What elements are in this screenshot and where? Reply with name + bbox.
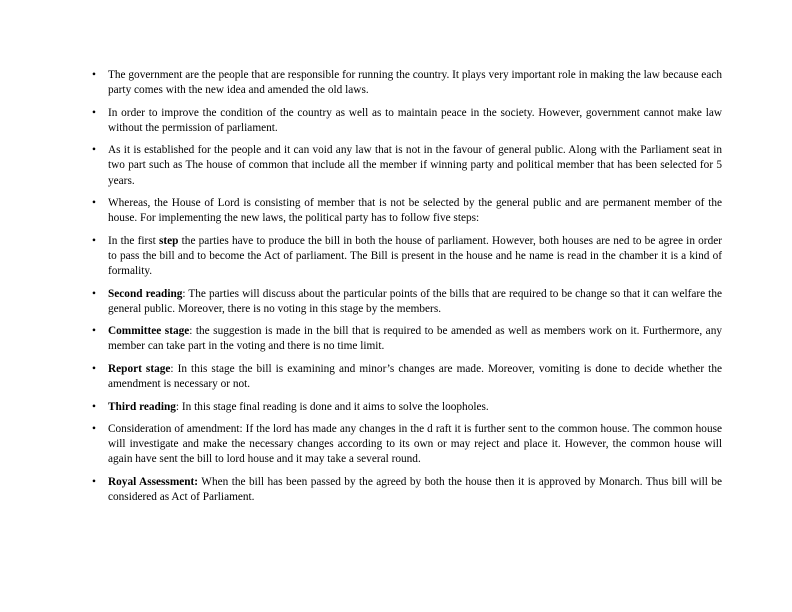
paragraph-text: the parties have to produce the bill in both the house of parliament. However, both houses are ned to be agree in order to pass the bill and to become the Act of parliament. The Bill is present in the house and he name is read in the chamber it is a kind of formality. — [108, 234, 722, 278]
paragraph-text: Consideration of amendment: If the lord has made any changes in the d raft it is further sent to the common house. The common house will investigate and make the necessary changes according to its own or may reject and place it. However, the common house will again have sent the bill to lord house and it may take a several round. — [108, 423, 722, 466]
list-item — [90, 324, 722, 354]
paragraph-text: : The parties will discuss about the particular points of the bills that are required to be change so that it can welfare the general public. Moreover, there is no voting in this stage by the members. — [108, 287, 722, 315]
paragraph-text: : In this stage final reading is done and it aims to solve the loopholes. — [175, 400, 489, 413]
list-item — [90, 422, 722, 467]
list-item — [90, 143, 722, 188]
stage-label: Committee stage — [108, 325, 190, 338]
bullet-marker-icon: • — [92, 476, 96, 489]
bullet-marker-icon: • — [92, 144, 96, 157]
bullet-marker-icon: • — [92, 106, 96, 119]
bullet-list — [90, 68, 722, 505]
stage-label: Report stage — [108, 363, 171, 375]
paragraph-text: As it is established for the people and it can void any law that is not in the favour of general public. Along with the Parliament seat in two part such as The house of common that include all the member if winning party and political member that has been selected for 5 years. — [108, 144, 722, 187]
list-item — [90, 400, 722, 415]
list-item — [90, 234, 722, 279]
inline-emphasis: step — [159, 234, 179, 247]
paragraph-text: : the suggestion is made in the bill that is required to be amended as well as members work on it. Furthermore, any member can take part in the voting and there is no time limit. — [108, 325, 722, 353]
list-item — [90, 287, 722, 317]
paragraph-text: In order to improve the condition of the country as well as to maintain peace in the society. However, government cannot make law without the permission of parliament. — [108, 106, 722, 134]
bullet-marker-icon: • — [92, 197, 96, 210]
list-item — [90, 106, 722, 136]
bullet-marker-icon: • — [92, 69, 96, 81]
paragraph-prefix: In the first — [108, 234, 159, 247]
list-item — [90, 475, 722, 505]
list-item — [90, 68, 722, 98]
bullet-marker-icon: • — [92, 363, 96, 375]
stage-label: Royal Assessment: — [108, 476, 199, 489]
list-item — [90, 362, 722, 392]
bullet-marker-icon: • — [92, 325, 96, 338]
paragraph-text: : In this stage the bill is examining and minor’s changes are made. Moreover, vomiting is done to decide whether the amendment is necessary or not. — [108, 363, 722, 391]
bullet-marker-icon: • — [92, 400, 96, 413]
document-body — [90, 68, 722, 505]
paragraph-text: When the bill has been passed by the agreed by both the house then it is approved by Monarch. Thus bill will be considered as Act of Parliament. — [108, 476, 723, 504]
stage-label: Second reading — [108, 287, 183, 300]
list-item — [90, 196, 722, 226]
bullet-marker-icon: • — [92, 287, 96, 300]
paragraph-text: The government are the people that are responsible for running the country. It plays very important role in making the law because each party comes with the new idea and amended the old laws. — [108, 69, 722, 97]
bullet-marker-icon: • — [92, 234, 96, 247]
paragraph-text: Whereas, the House of Lord is consisting of member that is not be selected by the general public and are permanent member of the house. For implementing the new laws, the political party has to follow five steps: — [108, 197, 722, 225]
stage-label: Third reading — [108, 400, 176, 413]
bullet-marker-icon: • — [92, 423, 96, 436]
